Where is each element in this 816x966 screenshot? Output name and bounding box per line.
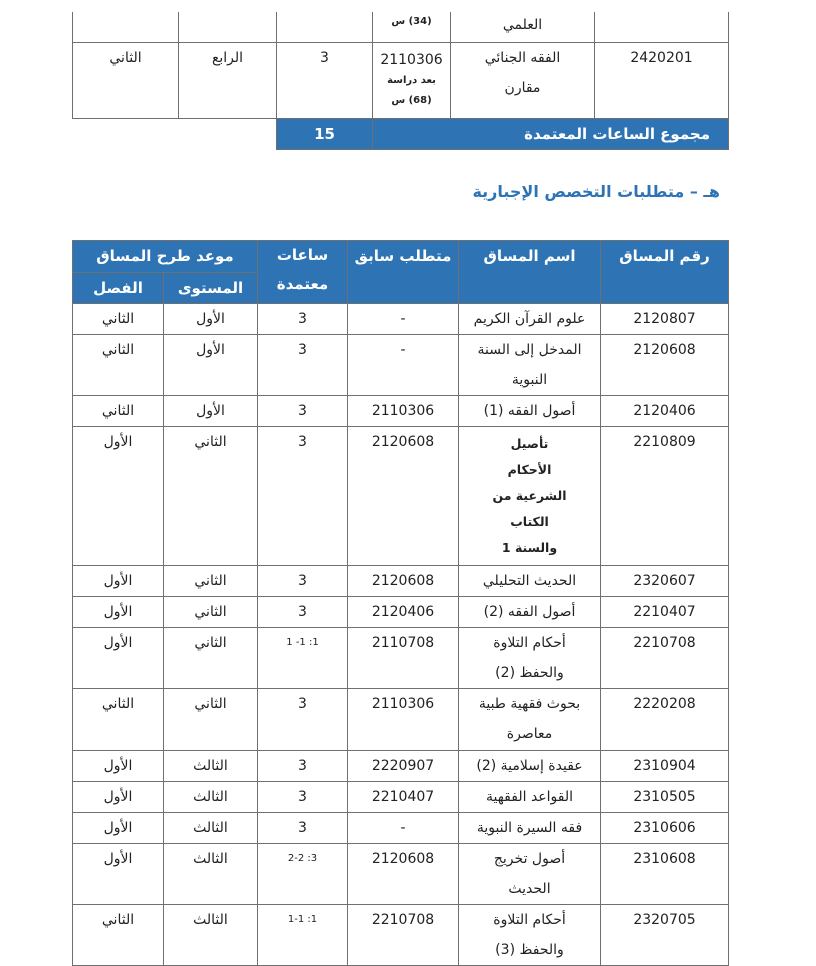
- credits-cell: 3: [258, 566, 348, 597]
- table-row: [73, 751, 729, 782]
- total-value: 15: [277, 118, 373, 149]
- credits-cell: 3: [258, 782, 348, 813]
- course-no-cell: 2120406: [601, 396, 729, 427]
- total-label: مجموع الساعات المعتمدة: [373, 118, 729, 149]
- course-name-cell: علوم القرآن الكريم: [459, 304, 601, 335]
- col-course-name: اسم المساق: [459, 241, 601, 304]
- header-row: [73, 241, 729, 273]
- total-row: [73, 118, 729, 149]
- prereq-cell: 2220907: [348, 751, 459, 782]
- course-no-cell: 2310608: [601, 844, 729, 905]
- prereq-cell: -: [348, 813, 459, 844]
- table-row: [73, 566, 729, 597]
- table-row: [73, 304, 729, 335]
- col-level: المستوى: [164, 273, 258, 304]
- credits-cell: 2-2 :3: [258, 844, 348, 905]
- table-row: [73, 813, 729, 844]
- course-name-cell: عقيدة إسلامية (2): [459, 751, 601, 782]
- level-cell: الثالث: [164, 844, 258, 905]
- course-no-cell: 2210708: [601, 628, 729, 689]
- level-cell: الثاني: [164, 597, 258, 628]
- col-credits: [258, 241, 348, 304]
- course-name-cell: أحكام التلاوة والحفظ (2): [459, 628, 601, 689]
- prereq-note-cell: (34) س: [373, 12, 451, 42]
- table-row: [73, 427, 729, 566]
- course-name-cell: الحديث التحليلي: [459, 566, 601, 597]
- table-row: [73, 335, 729, 396]
- level-cell: الأول: [164, 304, 258, 335]
- level-cell: الثالث: [164, 905, 258, 966]
- semester-cell: الأول: [73, 628, 164, 689]
- top-table: [72, 12, 729, 150]
- table-row: [73, 844, 729, 905]
- course-name-cell: بحوث فقهية طبية معاصرة: [459, 689, 601, 751]
- level-cell: الثاني: [164, 427, 258, 566]
- course-name-cell: المدخل إلى السنة النبوية: [459, 335, 601, 396]
- course-name-cell: تأصيل الأحكام الشرعية من الكتاب والسنة 1: [459, 427, 601, 566]
- credits-cell: 3: [277, 42, 373, 118]
- course-no-cell: 2220208: [601, 689, 729, 751]
- prereq-cell: 2210407: [348, 782, 459, 813]
- credits-cell: 3: [258, 396, 348, 427]
- level-cell: الثاني: [164, 628, 258, 689]
- credits-cell: 1 -1 :1: [258, 628, 348, 689]
- semester-cell: الأول: [73, 597, 164, 628]
- semester-cell: الأول: [73, 844, 164, 905]
- course-no-cell: 2310904: [601, 751, 729, 782]
- semester-cell: الثاني: [73, 905, 164, 966]
- semester-cell: الثاني: [73, 689, 164, 751]
- course-name-cell: أصول الفقه (1): [459, 396, 601, 427]
- requirements-table: [72, 240, 729, 966]
- semester-cell: الثاني: [73, 42, 179, 118]
- level-cell: الأول: [164, 335, 258, 396]
- table-body: [73, 304, 729, 966]
- table-row: [73, 782, 729, 813]
- table-row: [73, 689, 729, 751]
- col-semester: الفصل: [73, 273, 164, 304]
- semester-cell: الثاني: [73, 335, 164, 396]
- level-cell: الثالث: [164, 813, 258, 844]
- credits-cell: 3: [258, 427, 348, 566]
- col-offering: موعد طرح المساق: [73, 241, 258, 273]
- prereq-cell: 2110306: [348, 396, 459, 427]
- table-row: [73, 396, 729, 427]
- prereq-cell: -: [348, 304, 459, 335]
- prereq-note: (68) س: [391, 94, 432, 106]
- course-name-cell: أصول الفقه (2): [459, 597, 601, 628]
- table-row: [73, 905, 729, 966]
- prereq-cell: 2120608: [348, 427, 459, 566]
- partial-row: [73, 12, 729, 42]
- course-no-cell: 2120807: [601, 304, 729, 335]
- level-cell: الثاني: [164, 689, 258, 751]
- section-title: هـ – متطلبات التخصص الإجبارية: [472, 182, 720, 201]
- course-name-cell: أصول تخريج الحديث: [459, 844, 601, 905]
- course-no-cell: 2320705: [601, 905, 729, 966]
- course-name-cell: أحكام التلاوة والحفظ (3): [459, 905, 601, 966]
- prereq-cell: [373, 42, 451, 118]
- course-name-cell: فقه السيرة النبوية: [459, 813, 601, 844]
- credits-cell: 1-1 :1: [258, 905, 348, 966]
- credits-cell: 3: [258, 813, 348, 844]
- prereq-cell: -: [348, 335, 459, 396]
- course-no-cell: 2120608: [601, 335, 729, 396]
- semester-cell: الأول: [73, 427, 164, 566]
- course-no-cell: 2210407: [601, 597, 729, 628]
- prereq-cell: 2120608: [348, 566, 459, 597]
- level-cell: الثالث: [164, 751, 258, 782]
- credits-cell: 3: [258, 335, 348, 396]
- credits-cell: 3: [258, 597, 348, 628]
- semester-cell: الأول: [73, 782, 164, 813]
- prereq-cell: 2210708: [348, 905, 459, 966]
- semester-cell: الأول: [73, 813, 164, 844]
- table-row: [73, 628, 729, 689]
- level-cell: الأول: [164, 396, 258, 427]
- prereq-note: بعد دراسة: [387, 74, 436, 86]
- course-no-cell: 2320607: [601, 566, 729, 597]
- prereq-cell: 2110306: [348, 689, 459, 751]
- semester-cell: الثاني: [73, 304, 164, 335]
- prereq-code: 2110306: [380, 51, 443, 68]
- semester-cell: الأول: [73, 566, 164, 597]
- course-name-cell: العلمي: [451, 12, 595, 42]
- course-no-cell: 2420201: [595, 42, 729, 118]
- credits-cell: 3: [258, 304, 348, 335]
- col-credits-line2: معتمدة: [276, 275, 329, 293]
- col-prereq: متطلب سابق: [348, 241, 459, 304]
- semester-cell: الأول: [73, 751, 164, 782]
- course-name-cell: الفقه الجنائي مقارن: [451, 42, 595, 118]
- credits-cell: 3: [258, 751, 348, 782]
- prereq-cell: 2120406: [348, 597, 459, 628]
- table-row: [73, 42, 729, 118]
- level-cell: الثاني: [164, 566, 258, 597]
- level-cell: الرابع: [179, 42, 277, 118]
- prereq-cell: 2110708: [348, 628, 459, 689]
- course-no-cell: 2210809: [601, 427, 729, 566]
- level-cell: الثالث: [164, 782, 258, 813]
- course-no-cell: 2310606: [601, 813, 729, 844]
- col-course-no: رقم المساق: [601, 241, 729, 304]
- credits-cell: 3: [258, 689, 348, 751]
- semester-cell: الثاني: [73, 396, 164, 427]
- prereq-cell: 2120608: [348, 844, 459, 905]
- col-credits-line1: ساعات: [276, 246, 329, 264]
- course-no-cell: 2310505: [601, 782, 729, 813]
- course-name-cell: القواعد الفقهية: [459, 782, 601, 813]
- table-row: [73, 597, 729, 628]
